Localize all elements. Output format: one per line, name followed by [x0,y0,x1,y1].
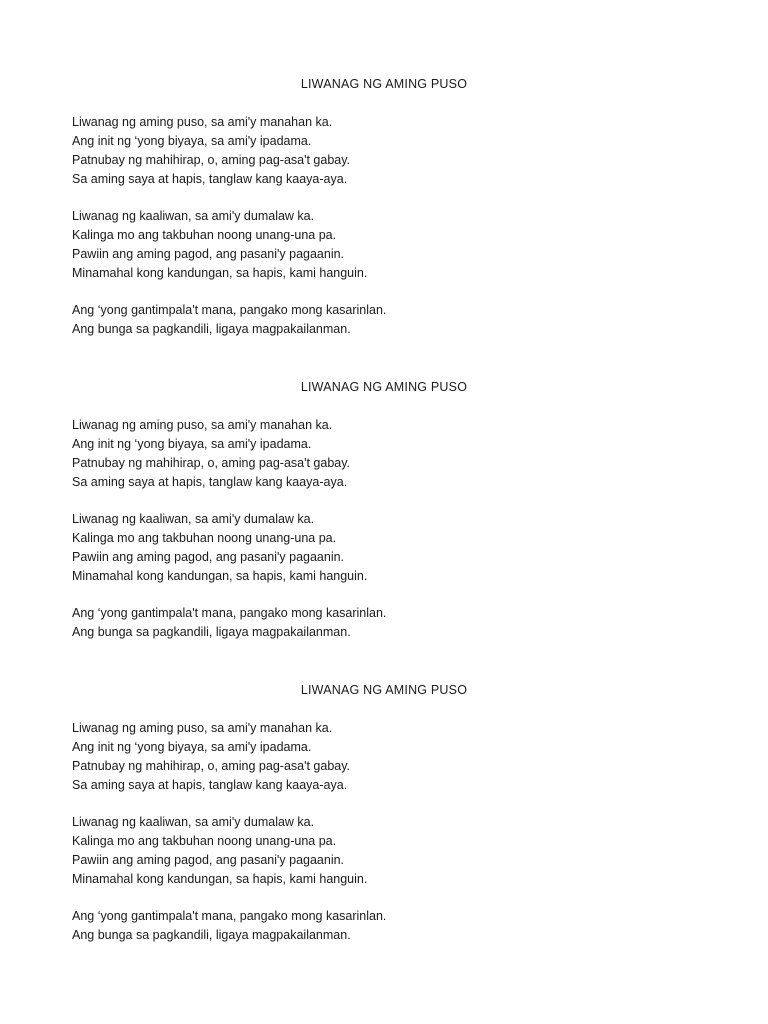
song-title: LIWANAG NG AMING PUSO [300,683,468,697]
song-block [72,681,696,963]
lyric-line: Ang ‘yong gantimpala't mana, pangako mong kasarinlan. [72,303,387,317]
lyric-line: Ang init ng ‘yong biyaya, sa ami'y ipadama. [72,437,312,451]
lyric-line: Patnubay ng mahihirap, o, aming pag-asa't gabay. [72,759,351,773]
song-title: LIWANAG NG AMING PUSO [300,380,468,394]
lyric-line: Kalinga mo ang takbuhan noong unang-una pa. [72,834,337,848]
lyric-line: Patnubay ng mahihirap, o, aming pag-asa't gabay. [72,153,351,167]
song-block [72,75,696,357]
stanza [72,113,696,189]
lyric-line: Ang init ng ‘yong biyaya, sa ami'y ipadama. [72,134,312,148]
lyric-line: Liwanag ng aming puso, sa ami'y manahan ka. [72,721,333,735]
stanza [72,907,696,945]
stanza [72,813,696,889]
lyric-line: Liwanag ng aming puso, sa ami'y manahan ka. [72,418,333,432]
song-title: LIWANAG NG AMING PUSO [300,77,468,91]
lyric-line: Patnubay ng mahihirap, o, aming pag-asa't gabay. [72,456,351,470]
lyric-line: Pawiin ang aming pagod, ang pasani'y pagaanin. [72,247,345,261]
lyric-line: Sa aming saya at hapis, tanglaw kang kaaya-aya. [72,172,348,186]
lyric-line: Ang ‘yong gantimpala't mana, pangako mong kasarinlan. [72,606,387,620]
stanza [72,510,696,586]
lyric-line: Minamahal kong kandungan, sa hapis, kami hanguin. [72,266,368,280]
stanza [72,719,696,795]
lyric-line: Kalinga mo ang takbuhan noong unang-una pa. [72,531,337,545]
lyric-line: Liwanag ng kaaliwan, sa ami'y dumalaw ka. [72,815,315,829]
lyric-line: Minamahal kong kandungan, sa hapis, kami hanguin. [72,872,368,886]
lyric-line: Ang bunga sa pagkandili, ligaya magpakailanman. [72,625,351,639]
stanza [72,416,696,492]
lyric-line: Pawiin ang aming pagod, ang pasani'y pagaanin. [72,550,345,564]
lyric-line: Sa aming saya at hapis, tanglaw kang kaaya-aya. [72,778,348,792]
lyric-line: Ang ‘yong gantimpala't mana, pangako mong kasarinlan. [72,909,387,923]
lyric-line: Liwanag ng aming puso, sa ami'y manahan ka. [72,115,333,129]
stanza [72,301,696,339]
lyric-line: Ang init ng ‘yong biyaya, sa ami'y ipadama. [72,740,312,754]
lyric-line: Minamahal kong kandungan, sa hapis, kami hanguin. [72,569,368,583]
lyric-line: Liwanag ng kaaliwan, sa ami'y dumalaw ka. [72,209,315,223]
lyric-line: Kalinga mo ang takbuhan noong unang-una pa. [72,228,337,242]
lyric-line: Ang bunga sa pagkandili, ligaya magpakailanman. [72,928,351,942]
stanza [72,604,696,642]
stanza [72,207,696,283]
lyric-line: Pawiin ang aming pagod, ang pasani'y pagaanin. [72,853,345,867]
song-block [72,378,696,660]
lyric-line: Sa aming saya at hapis, tanglaw kang kaaya-aya. [72,475,348,489]
lyric-line: Liwanag ng kaaliwan, sa ami'y dumalaw ka. [72,512,315,526]
lyric-line: Ang bunga sa pagkandili, ligaya magpakailanman. [72,322,351,336]
